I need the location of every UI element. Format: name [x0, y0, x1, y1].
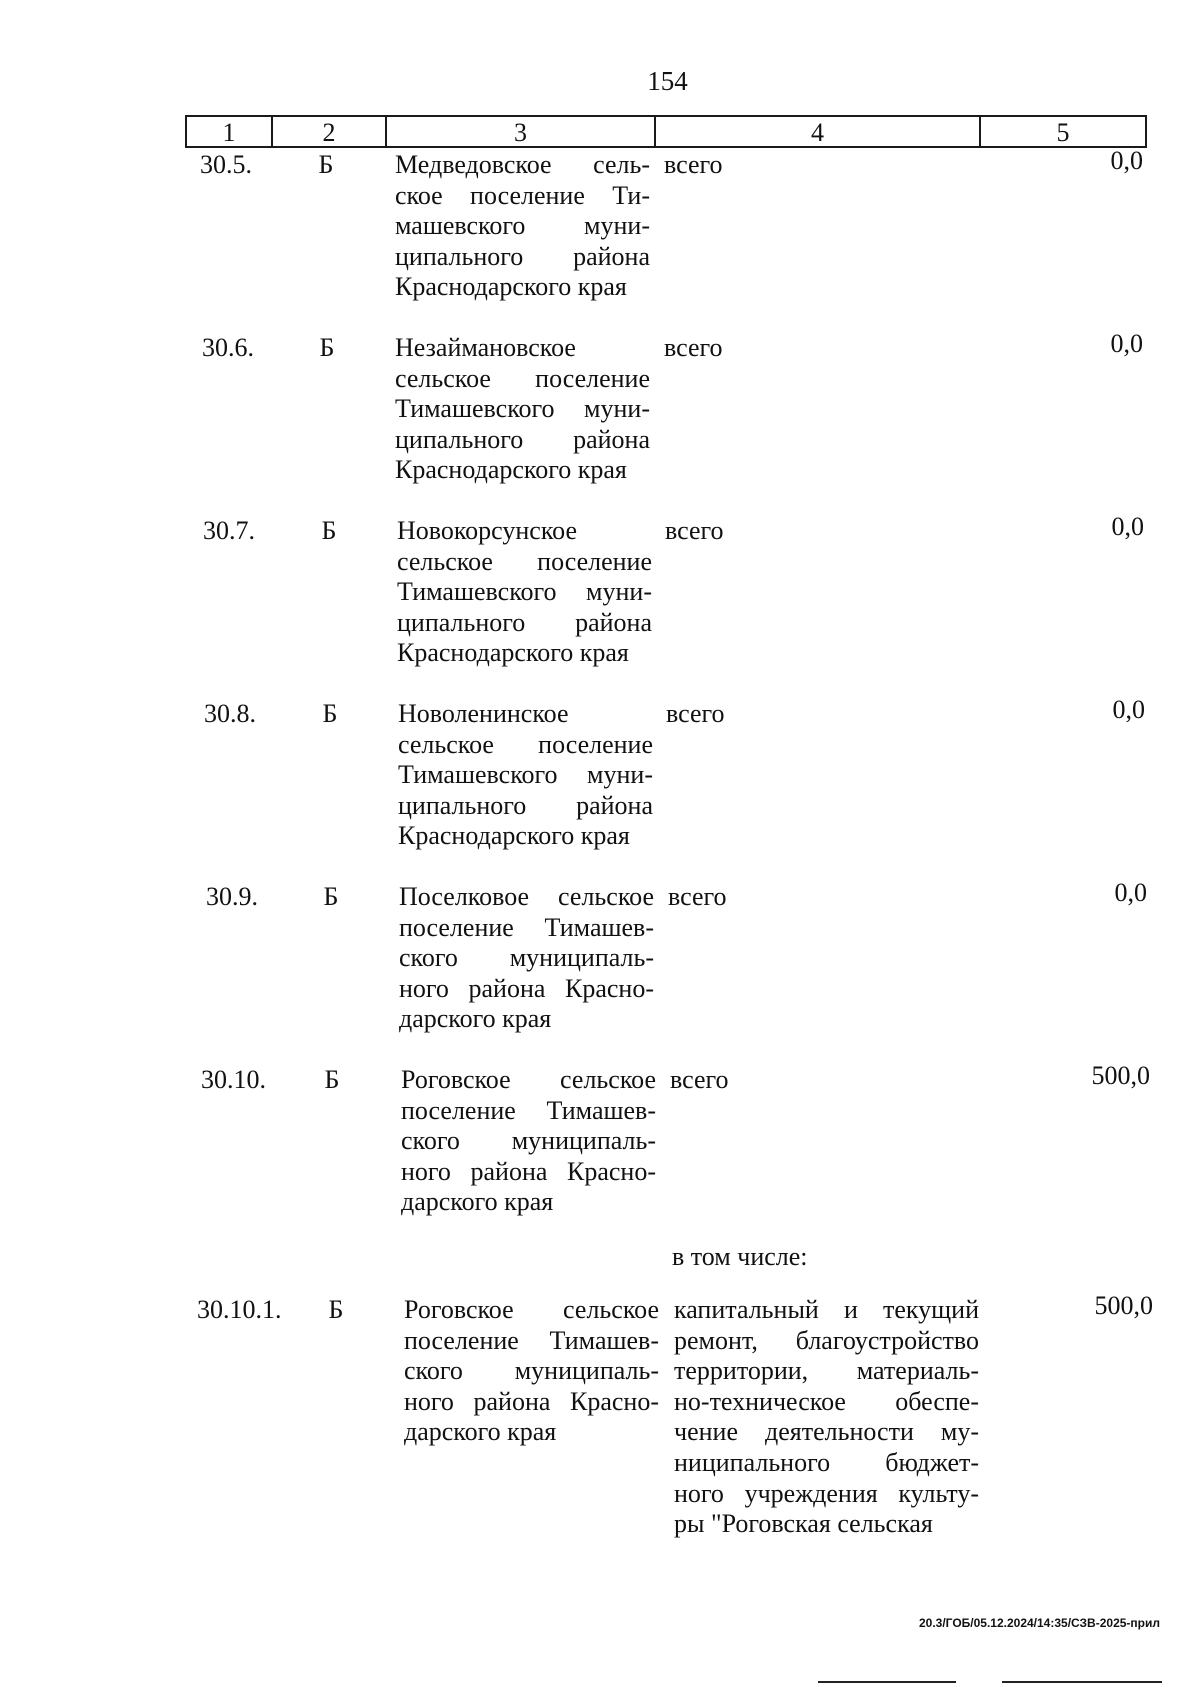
row-description-line: всего	[664, 150, 723, 179]
row-description-line: всего	[668, 882, 727, 911]
row-number: 30.10.	[201, 1065, 266, 1094]
row-description-line: чение деятельности му-	[674, 1417, 979, 1447]
row-name-line: ского муниципаль-	[401, 1126, 656, 1156]
row-name	[399, 882, 654, 1035]
row-amount: 0,0	[1110, 146, 1143, 175]
row-name-line: ного района Красно-	[399, 973, 654, 1003]
column-header-5: 5	[1056, 118, 1070, 147]
row-amount: 0,0	[1110, 329, 1143, 358]
row-name-line: ципального района	[397, 607, 652, 637]
row-name-line: ского муниципаль-	[404, 1356, 659, 1386]
column-header-1: 1	[222, 118, 236, 147]
row-description-line: но-техническое обеспе-	[674, 1386, 979, 1416]
row-name-line: Краснодарского края	[397, 638, 629, 668]
row-description-line: всего	[664, 333, 723, 362]
row-name-line: ского муниципаль-	[399, 943, 654, 973]
row-description	[665, 516, 970, 547]
row-name-line: сельское поселение	[397, 546, 652, 576]
row-name-line: Медведовское сель-	[395, 150, 650, 179]
row-amount: 500,0	[1094, 1291, 1153, 1320]
document-registration-code: 20.3/ГОБ/05.12.2024/14:35/СЗВ-2025-прил	[918, 1616, 1160, 1630]
row-amount: 0,0	[1111, 512, 1144, 541]
row-name-line: поселение Тимашев-	[401, 1095, 656, 1125]
cut-off-rule	[818, 1681, 956, 1683]
row-name-line: сельское поселение	[398, 729, 653, 759]
row-category: Б	[321, 516, 337, 545]
row-name-line: ципального района	[395, 424, 650, 454]
row-number: 30.8.	[204, 699, 256, 728]
row-name-line: сельское поселение	[395, 363, 650, 393]
row-description-line: ры "Роговская сельская	[674, 1509, 933, 1539]
cut-off-rule	[1002, 1681, 1162, 1683]
row-description	[672, 1242, 977, 1273]
row-name	[395, 333, 650, 486]
row-name-line: Новоленинское	[398, 699, 569, 728]
row-description	[664, 333, 969, 364]
row-name-line: Тимашевского муни-	[398, 760, 653, 790]
row-name-line: поселение Тимашев-	[399, 912, 654, 942]
row-name	[398, 699, 653, 852]
row-category: Б	[318, 150, 334, 179]
row-name	[395, 150, 650, 303]
row-number: 30.10.1.	[197, 1295, 282, 1324]
page-number: 154	[647, 66, 688, 96]
row-category: Б	[328, 1295, 344, 1324]
row-amount: 0,0	[1112, 695, 1145, 724]
row-name-line: Тимашевского муни-	[397, 577, 652, 607]
row-name-line: ципального района	[395, 241, 650, 271]
row-name-line: Поселковое сельское	[399, 882, 654, 911]
row-description-line: капитальный и текущий	[674, 1295, 979, 1324]
row-description-line: в том числе:	[672, 1242, 808, 1271]
row-number: 30.9.	[206, 882, 258, 911]
row-name-line: дарского края	[399, 1004, 552, 1034]
row-number: 30.7.	[203, 516, 255, 545]
row-description-line: территории, материаль-	[674, 1356, 979, 1386]
row-name	[401, 1065, 656, 1218]
row-description-line: всего	[665, 516, 724, 545]
row-amount: 0,0	[1114, 878, 1147, 907]
column-number-header	[185, 115, 1147, 148]
row-name-line: дарского края	[401, 1187, 554, 1217]
row-description	[670, 1065, 975, 1096]
column-header-2: 2	[322, 118, 336, 147]
row-description-line: всего	[666, 699, 725, 728]
row-name	[404, 1295, 659, 1448]
row-name-line: ного района Красно-	[401, 1156, 656, 1186]
row-name-line: Тимашевского муни-	[395, 394, 650, 424]
row-name-line: ципального района	[398, 790, 653, 820]
row-category: Б	[324, 1065, 340, 1094]
row-description-line: ремонт, благоустройство	[674, 1325, 979, 1355]
row-name-line: Незаймановское	[395, 333, 576, 362]
row-category: Б	[319, 333, 335, 362]
row-name-line: Роговское сельское	[401, 1065, 656, 1094]
row-category: Б	[323, 882, 339, 911]
row-name-line: ское поселение Ти-	[395, 180, 650, 210]
row-number: 30.6.	[202, 333, 254, 362]
row-name-line: Роговское сельское	[404, 1295, 659, 1324]
row-description	[668, 882, 973, 913]
row-name-line: Краснодарского края	[395, 272, 627, 302]
column-header-3: 3	[514, 118, 527, 147]
row-name-line: поселение Тимашев-	[404, 1325, 659, 1355]
column-header-4: 4	[811, 118, 824, 147]
row-name-line: Краснодарского края	[398, 821, 630, 851]
row-description-line: ниципального бюджет-	[674, 1447, 979, 1477]
row-amount: 500,0	[1091, 1061, 1150, 1090]
row-description-line: всего	[670, 1065, 729, 1094]
row-name-line: Новокорсунское	[397, 516, 578, 545]
row-name-line: Краснодарского края	[395, 455, 627, 485]
row-description	[666, 699, 971, 730]
row-description-line: ного учреждения культу-	[674, 1478, 979, 1508]
row-name-line: дарского края	[404, 1417, 557, 1447]
row-name-line: машевского муни-	[395, 211, 650, 241]
row-number: 30.5.	[200, 150, 252, 179]
row-description	[674, 1295, 979, 1540]
row-category: Б	[322, 699, 338, 728]
row-name-line: ного района Красно-	[404, 1386, 659, 1416]
row-name	[397, 516, 652, 669]
row-description	[664, 150, 969, 181]
